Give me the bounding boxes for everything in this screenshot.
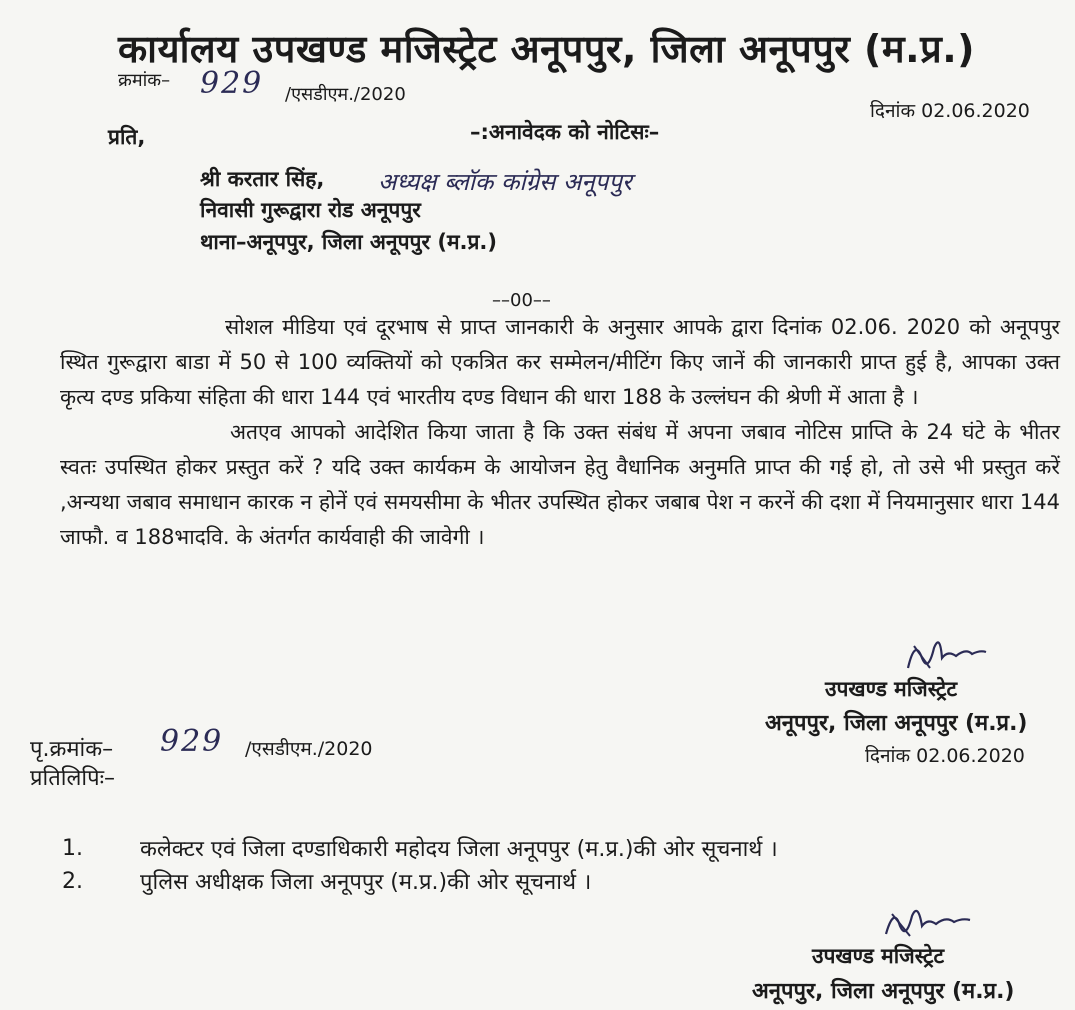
copy-item-1-text: कलेक्टर एवं जिला दण्डाधिकारी महोदय जिला अनूपपुर (म.प्र.)की ओर सूचनार्थ । — [140, 837, 778, 862]
signature-1-date: दिनांक 02.06.2020 — [865, 745, 1025, 767]
copy-ref-suffix: /एसडीएम./2020 — [245, 738, 373, 760]
paragraph-2: अतएव आपको आदेशित किया जाता है कि उक्त संबंध में अपना जबाव नोटिस प्राप्ति के 24 घंटे के भीतर स्वतः उपस्थित होकर प्रस्तुत करें ? यदि उक्त कार्यकम के आयोजन हेतु वैधानिक अनुमति प्राप्त की गई हो, तो उसे भी प्रस्तुत करें ,अन्यथा जबाव समाधान कारक न होनें एवं समयसीमा के भीतर उपस्थित होकर जबाब पेश न करनें की दशा में नियमानुसार धारा 144 जाफौ. व 188भादवि. के अंतर्गत कार्यवाही की जावेगी । — [60, 420, 1060, 549]
addressee-handwritten-title: अध्यक्ष ब्लॉक कांग्रेस अनूपपुर — [378, 168, 632, 196]
ref-suffix: /एसडीएम./2020 — [285, 84, 406, 105]
separator: ––00–– — [492, 290, 551, 311]
ref-number-handwritten: 929 — [200, 66, 264, 101]
addressee-line2: निवासी गुरूद्वारा रोड अनूपपुर — [200, 198, 421, 222]
paragraph-1: सोशल मीडिया एवं दूरभाष से प्राप्त जानकारी के अनुसार आपके द्वारा दिनांक 02.06. 2020 को अनूपपुर स्थित गुरूद्वारा बाडा में 50 से 100 व्यक्तियों को एकत्रित कर सम्मेलन/मीटिंग किए जानें की जानकारी प्राप्त हुई है, आपका उक्त कृत्य दण्ड प्रकिया संहिता की धारा 144 एवं भारतीय दण्ड विधान की धारा 188 के उल्लंघन की श्रेणी में आता है । — [60, 315, 1060, 409]
copy-item-1-num: 1. — [62, 836, 83, 861]
notice-heading: –:अनावेदक को नोटिसः– — [470, 120, 660, 144]
signature-2-designation: उपखण्ड मजिस्ट्रेट — [812, 944, 945, 968]
ref-label: क्रमांक– — [118, 70, 171, 91]
addressee-name: श्री करतार सिंह, — [200, 167, 325, 191]
notice-body — [60, 310, 1060, 555]
copy-item-2-num: 2. — [62, 869, 83, 894]
signature-2 — [878, 898, 973, 948]
signature-2-location: अनूपपुर, जिला अनूपपुर (म.प्र.) — [752, 979, 1015, 1004]
copy-item-2-text: पुलिस अधीक्षक जिला अनूपपुर (म.प्र.)की ओर सूचनार्थ । — [140, 870, 592, 895]
copy-ref-number-handwritten: 929 — [160, 724, 224, 759]
signature-1-location: अनूपपुर, जिला अनूपपुर (म.प्र.) — [765, 711, 1028, 736]
copy-ref-label: पृ.क्रमांक– — [30, 737, 114, 762]
to-label: प्रति, — [108, 125, 146, 149]
office-title: कार्यालय उपखण्ड मजिस्ट्रेट अनूपपुर, जिला अनूपपुर (म.प्र.) — [118, 27, 976, 71]
signature-1-designation: उपखण्ड मजिस्ट्रेट — [825, 677, 958, 701]
header-date: दिनांक 02.06.2020 — [870, 100, 1030, 122]
copy-label: प्रतिलिपिः– — [30, 766, 116, 791]
addressee-line3: थाना–अनूपपुर, जिला अनूपपुर (म.प्र.) — [200, 230, 498, 254]
